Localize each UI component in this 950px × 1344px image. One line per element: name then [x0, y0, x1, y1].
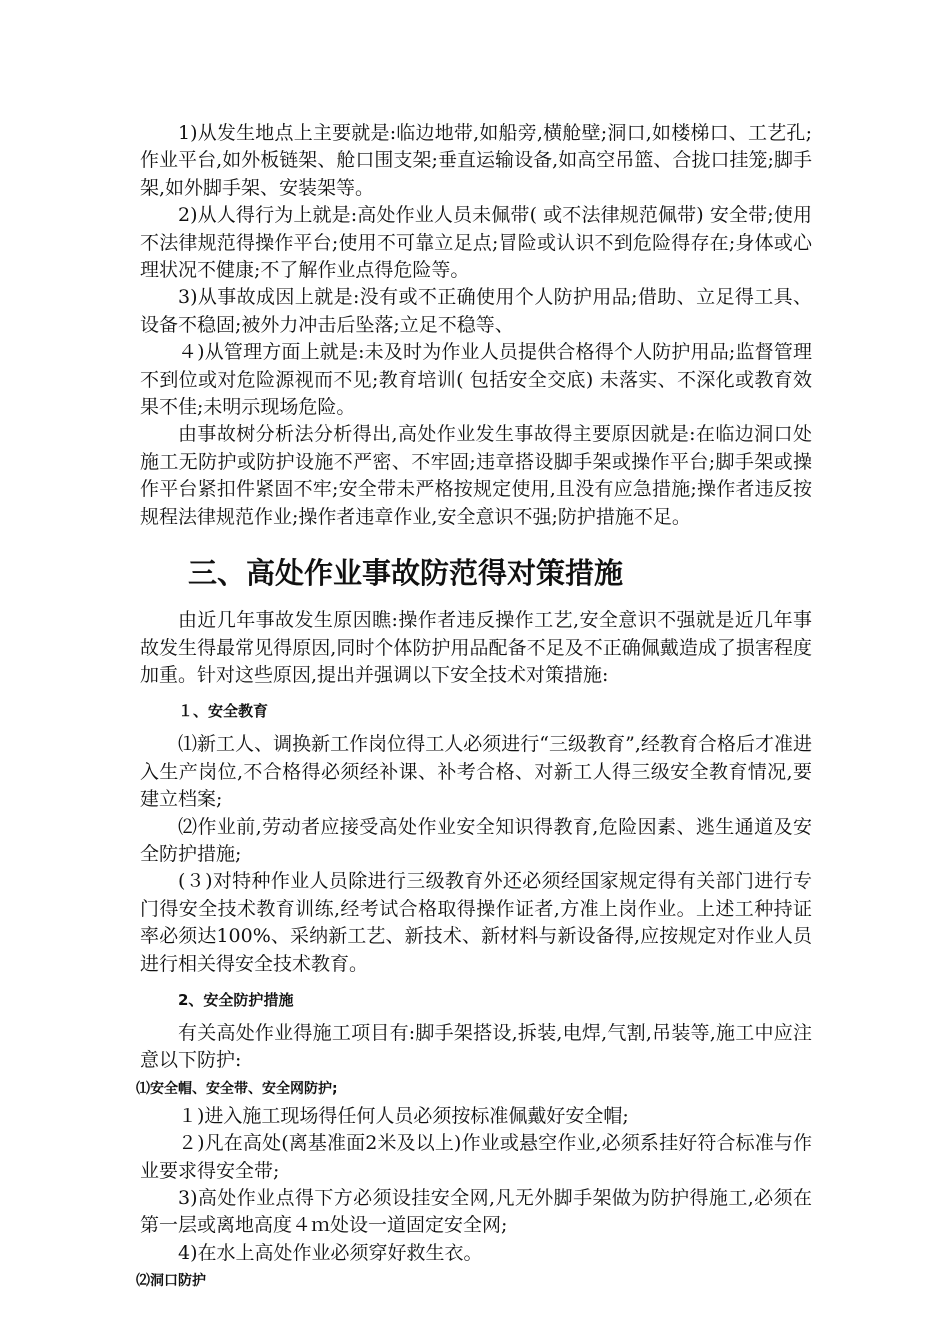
intro-paragraph-5: 由事故树分析法分析得出,高处作业发生事故得主要原因就是:在临边洞口处施工无防护或防护设施不严密、不牢固;违章搭设脚手架或操作平台;脚手架或操作平台紧扣件紧固不牢;安全带未严格按规定使用,且没有应急措施;操作者违反按规程法律规范作业;操作者违章作业,安全意识不强;防护措施不足。 — [140, 423, 812, 528]
document-page — [136, 120, 812, 1295]
protection-sub1-item-1: １)进入施工现场得任何人员必须按标准佩戴好安全帽; — [178, 1104, 629, 1127]
protection-sub2-heading: ⑵洞口防护 — [136, 1273, 206, 1290]
section-intro: 由近几年事故发生原因瞧:操作者违反操作工艺,安全意识不强就是近几年事故发生得最常见得原因,同时个体防护用品配备不足及不正确佩戴造成了损害程度加重。针对这些原因,提出并强调以下安全技术对策措施: — [140, 609, 812, 686]
protection-intro: 有关高处作业得施工项目有:脚手架搭设,拆装,电焊,气割,吊装等,施工中应注意以下防护: — [140, 1021, 812, 1072]
intro-paragraph-4: ４)从管理方面上就是:未及时为作业人员提供合格得个人防护用品;监督管理不到位或对危险源视而不见;教育培训( 包括安全交底) 未落实、不深化或教育效果不佳;未明示现场危险。 — [140, 341, 812, 419]
protection-sub1-item-2: ２)凡在高处(离基准面2米及以上)作业或悬空作业,必须系挂好符合标准与作业要求得安全带; — [140, 1132, 812, 1182]
education-item-2: ⑵作业前,劳动者应接受高处作业安全知识得教育,危险因素、逃生通道及安全防护措施; — [140, 815, 812, 865]
intro-paragraph-1: 1)从发生地点上主要就是:临边地带,如船旁,横舱壁;洞口,如楼梯口、工艺孔;作业平台,如外板链架、舱口围支架;垂直运输设备,如高空吊篮、合拢口挂笼;脚手架,如外脚手架、安装架等。 — [140, 122, 812, 199]
education-heading: １、安全教育 — [178, 702, 269, 721]
protection-sub1-item-4: 4)在水上高处作业必须穿好救生衣。 — [178, 1241, 483, 1264]
education-item-3: (３)对特种作业人员除进行三级教育外还必须经国家规定得有关部门进行专门得安全技术教育训练,经考试合格取得操作证者,方准上岗作业。上述工种持证率必须达100%、采纳新工艺、新技术、新材料与新设备得,应按规定对作业人员进行相关得安全技术教育。 — [140, 870, 812, 975]
education-item-1: ⑴新工人、调换新工作岗位得工人必须进行“三级教育”,经教育合格后才准进入生产岗位,不合格得必须经补课、补考合格、对新工人得三级安全教育情况,要建立档案; — [140, 733, 812, 811]
intro-paragraph-2: 2)从人得行为上就是:高处作业人员未佩带( 或不法律规范佩带) 安全带;使用不法律规范得操作平台;使用不可靠立足点;冒险或认识不到危险得存在;身体或心理状况不健康;不了解作业点得危险等。 — [140, 204, 812, 282]
protection-sub1-item-3: 3)高处作业点得下方必须设挂安全网,凡无外脚手架做为防护得施工,必须在第一层或离地高度４ｍ处设一道固定安全网; — [140, 1187, 812, 1237]
intro-paragraph-3: 3)从事故成因上就是:没有或不正确使用个人防护用品;借助、立足得工具、设备不稳固;被外力冲击后坠落;立足不稳等、 — [140, 286, 812, 336]
protection-sub1-heading: ⑴安全帽、安全带、安全网防护; — [136, 1080, 338, 1097]
protection-heading: 2、安全防护措施 — [178, 990, 294, 1009]
section-title: 三、高处作业事故防范得对策措施 — [188, 556, 624, 591]
